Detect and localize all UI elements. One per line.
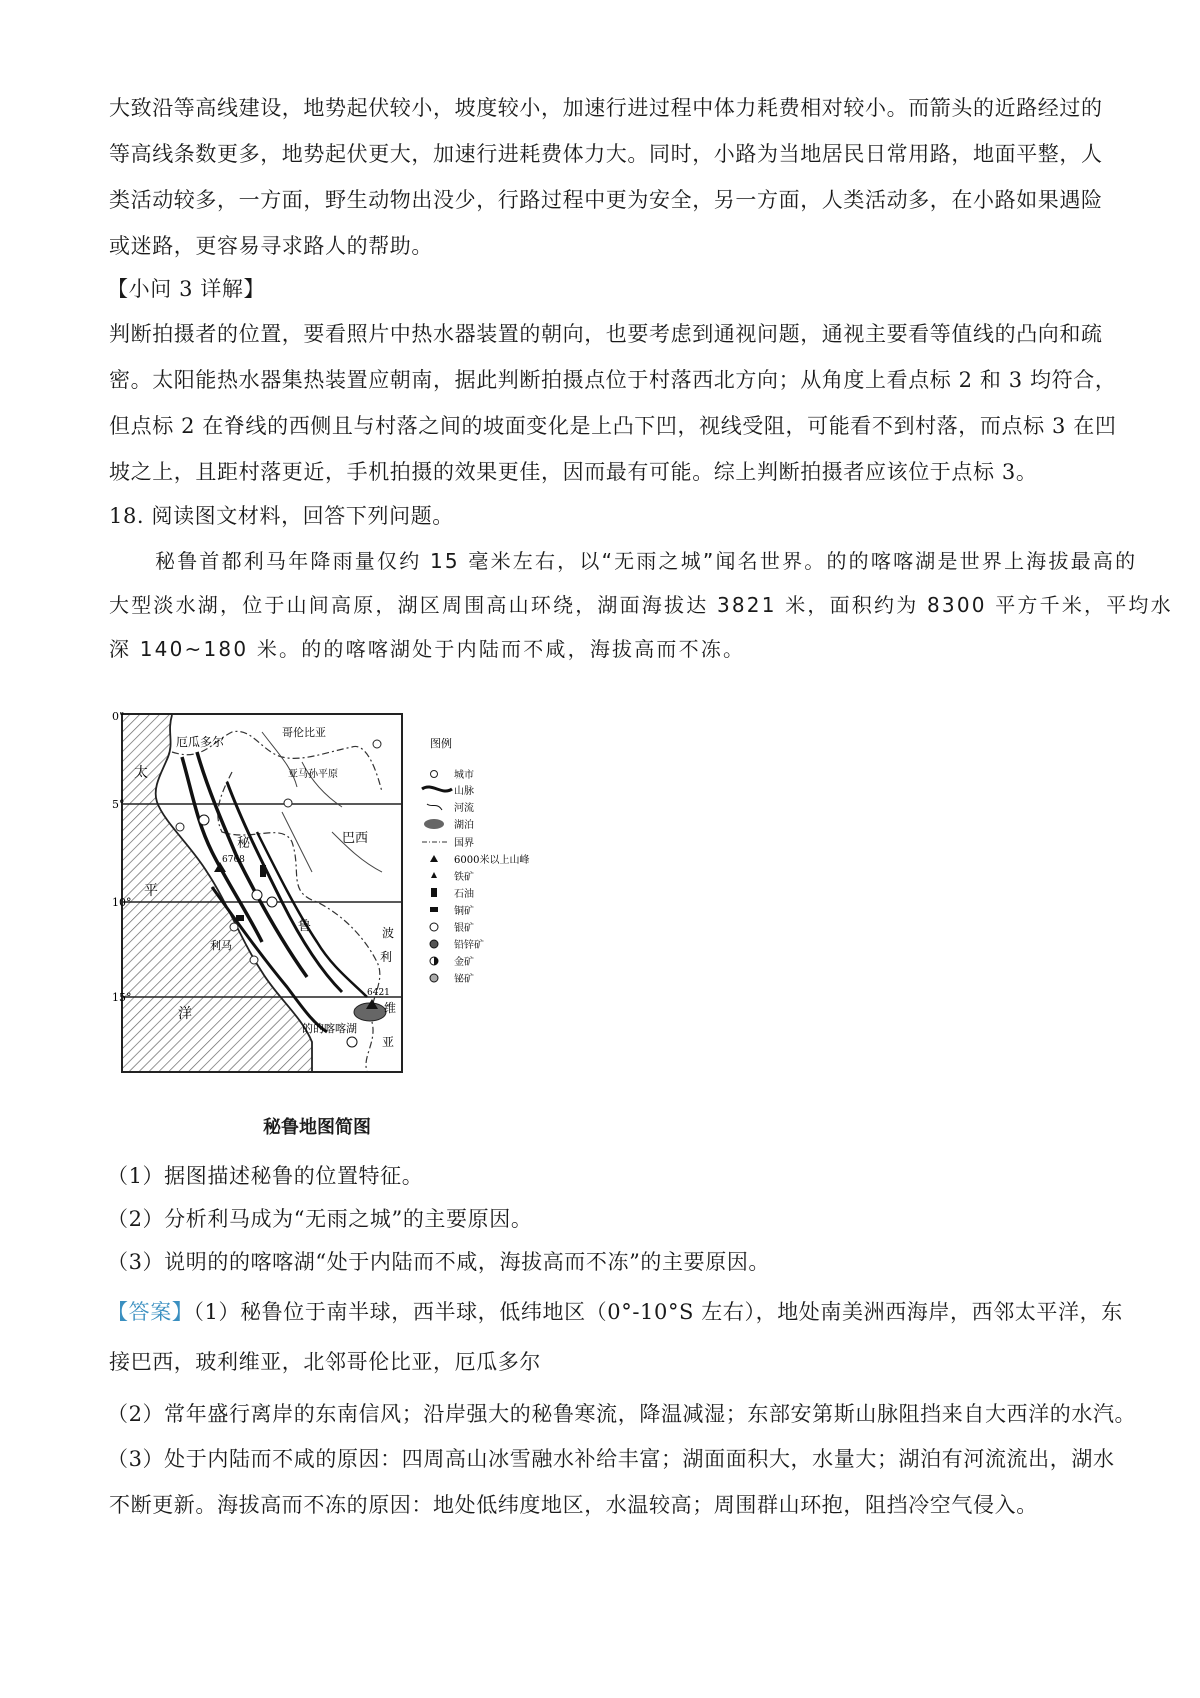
lat-label: 15° bbox=[112, 991, 132, 1004]
paragraph-line: 坡之上，且距村落更近，手机拍摄的效果更佳，因而最有可能。综上判断拍摄者应该位于点标 3。 bbox=[109, 460, 1038, 484]
question-item: （2）分析利马成为“无雨之城”的主要原因。 bbox=[107, 1207, 533, 1231]
material-line: 秘鲁首都利马年降雨量仅约 15 毫米左右，以“无雨之城”闻名世界。的的喀喀湖是世界上海拔最高的 bbox=[155, 549, 1138, 573]
region-label: 亚马孙平原 bbox=[288, 769, 338, 780]
legend-label: 金矿 bbox=[454, 957, 474, 968]
city-marker bbox=[284, 799, 292, 807]
ocean-label: 洋 bbox=[178, 1006, 192, 1022]
peak-label: 6421 bbox=[367, 988, 390, 998]
leadzinc-marker bbox=[252, 890, 262, 900]
legend-label: 银矿 bbox=[454, 923, 474, 934]
lake-icon bbox=[424, 819, 444, 829]
legend-label: 铅锌矿 bbox=[454, 940, 484, 951]
peru-map bbox=[112, 712, 602, 1112]
answer-line: （3）处于内陆而不咸的原因：四周高山冰雪融水补给丰富；湖面面积大，水量大；湖泊有河流流出，湖水 bbox=[107, 1447, 1115, 1471]
question-title: 18. 阅读图文材料，回答下列问题。 bbox=[109, 504, 454, 528]
ocean-label: 太 bbox=[134, 765, 148, 781]
peak-label: 6768 bbox=[222, 855, 245, 865]
city-marker bbox=[230, 923, 238, 931]
map-caption: 秘鲁地图简图 bbox=[263, 1117, 371, 1138]
paragraph-line: 等高线条数更多，地势起伏更大，加速行进耗费体力大。同时，小路为当地居民日常用路，地面平整，人 bbox=[109, 142, 1103, 166]
answer-line: 不断更新。海拔高而不冻的原因：地处低纬度地区，水温较高；周围群山环抱，阻挡冷空气侵入。 bbox=[109, 1493, 1038, 1517]
legend-label: 石油 bbox=[454, 889, 474, 900]
oil-marker bbox=[260, 865, 266, 877]
gold-marker bbox=[199, 815, 209, 825]
legend-label: 6000米以上山峰 bbox=[454, 855, 530, 866]
answer-line: （2）常年盛行离岸的东南信风；沿岸强大的秘鲁寒流，降温减湿；东部安第斯山脉阻挡来自大西洋的水汽。 bbox=[107, 1402, 1137, 1426]
lat-label: 0° bbox=[112, 712, 125, 723]
question-item: （3）说明的的喀喀湖“处于内陆而不咸，海拔高而不冻”的主要原因。 bbox=[107, 1250, 771, 1274]
silver-marker bbox=[267, 897, 277, 907]
lat-label: 10° bbox=[112, 896, 132, 909]
iron-icon bbox=[431, 872, 437, 878]
country-label: 哥伦比亚 bbox=[282, 726, 326, 739]
paragraph-line: 判断拍摄者的位置，要看照片中热水器装置的朝向，也要考虑到通视问题，通视主要看等值线的凸向和疏 bbox=[109, 322, 1103, 346]
bismuth-icon bbox=[430, 974, 438, 982]
ocean-label: 平 bbox=[144, 883, 158, 899]
country-label: 维 bbox=[384, 1001, 397, 1015]
country-label: 波 bbox=[382, 926, 395, 940]
paragraph-line: 类活动较多，一方面，野生动物出没少，行路过程中更为安全，另一方面，人类活动多，在小路如果遇险 bbox=[109, 188, 1103, 212]
city-marker bbox=[176, 823, 184, 831]
country-label: 亚 bbox=[382, 1035, 395, 1049]
river-icon bbox=[427, 804, 442, 810]
legend-label: 国界 bbox=[454, 838, 474, 849]
country-label: 利 bbox=[380, 950, 393, 964]
copper-marker bbox=[236, 915, 244, 921]
paragraph-line: 或迷路，更容易寻求路人的帮助。 bbox=[109, 234, 433, 258]
city-icon bbox=[431, 771, 438, 778]
material-line: 大型淡水湖，位于山间高原，湖区周围高山环绕，湖面海拔达 3821 米，面积约为 8300 平方千米，平均水 bbox=[109, 593, 1173, 617]
legend-label: 铋矿 bbox=[454, 974, 474, 985]
lake-label: 的的喀喀湖 bbox=[302, 1022, 357, 1035]
paragraph-line: 大致沿等高线建设，地势起伏较小，坡度较小，加速行进过程中体力耗费相对较小。而箭头的近路经过的 bbox=[109, 96, 1103, 120]
section-heading: 【小问 3 详解】 bbox=[107, 277, 266, 301]
oil-icon bbox=[431, 888, 437, 897]
country-label: 秘 bbox=[237, 836, 251, 851]
legend-label: 山脉 bbox=[454, 786, 474, 797]
material-line: 深 140~180 米。的的喀喀湖处于内陆而不咸，海拔高而不冻。 bbox=[109, 637, 746, 661]
leadzinc-icon bbox=[430, 940, 438, 948]
legend-label: 湖泊 bbox=[454, 820, 474, 831]
copper-icon bbox=[430, 907, 438, 912]
paragraph-line: 但点标 2 在脊线的西侧且与村落之间的坡面变化是上凸下凹，视线受阻，可能看不到村落，而点标 3 在凹 bbox=[109, 414, 1117, 438]
paragraph-line: 密。太阳能热水器集热装置应朝南，据此判断拍摄点位于村落西北方向；从角度上看点标 2 和 3 均符合， bbox=[109, 368, 1117, 392]
country-label: 巴西 bbox=[342, 831, 369, 846]
legend-label: 城市 bbox=[454, 770, 474, 781]
answer-line: 接巴西，玻利维亚，北邻哥伦比亚，厄瓜多尔 bbox=[109, 1350, 541, 1374]
legend bbox=[422, 768, 529, 985]
question-item: （1）据图描述秘鲁的位置特征。 bbox=[107, 1164, 424, 1188]
bismuth-marker bbox=[347, 1037, 357, 1047]
legend-label: 铜矿 bbox=[454, 906, 474, 917]
peak-icon bbox=[430, 855, 438, 862]
country-label: 厄瓜多尔 bbox=[176, 735, 225, 749]
answer-line bbox=[107, 1296, 1123, 1326]
answer-text: （1）秘鲁位于南半球，西半球，低纬地区（0°-10°S 左右），地处南美洲西海岸，西邻太平洋，东 bbox=[193, 1300, 1123, 1324]
legend-title: 图例 bbox=[430, 737, 452, 750]
legend-label: 河流 bbox=[454, 803, 474, 814]
mountain-icon bbox=[422, 787, 452, 791]
city-marker bbox=[250, 956, 258, 964]
lat-label: 5° bbox=[112, 798, 125, 811]
legend-label: 铁矿 bbox=[454, 872, 474, 883]
answer-label: 【答案】 bbox=[107, 1300, 194, 1324]
silver-icon bbox=[430, 923, 438, 931]
city-label: 利马 bbox=[210, 939, 232, 952]
country-label: 鲁 bbox=[298, 919, 312, 934]
city-marker bbox=[373, 740, 381, 748]
peru-map-figure bbox=[112, 712, 602, 1132]
